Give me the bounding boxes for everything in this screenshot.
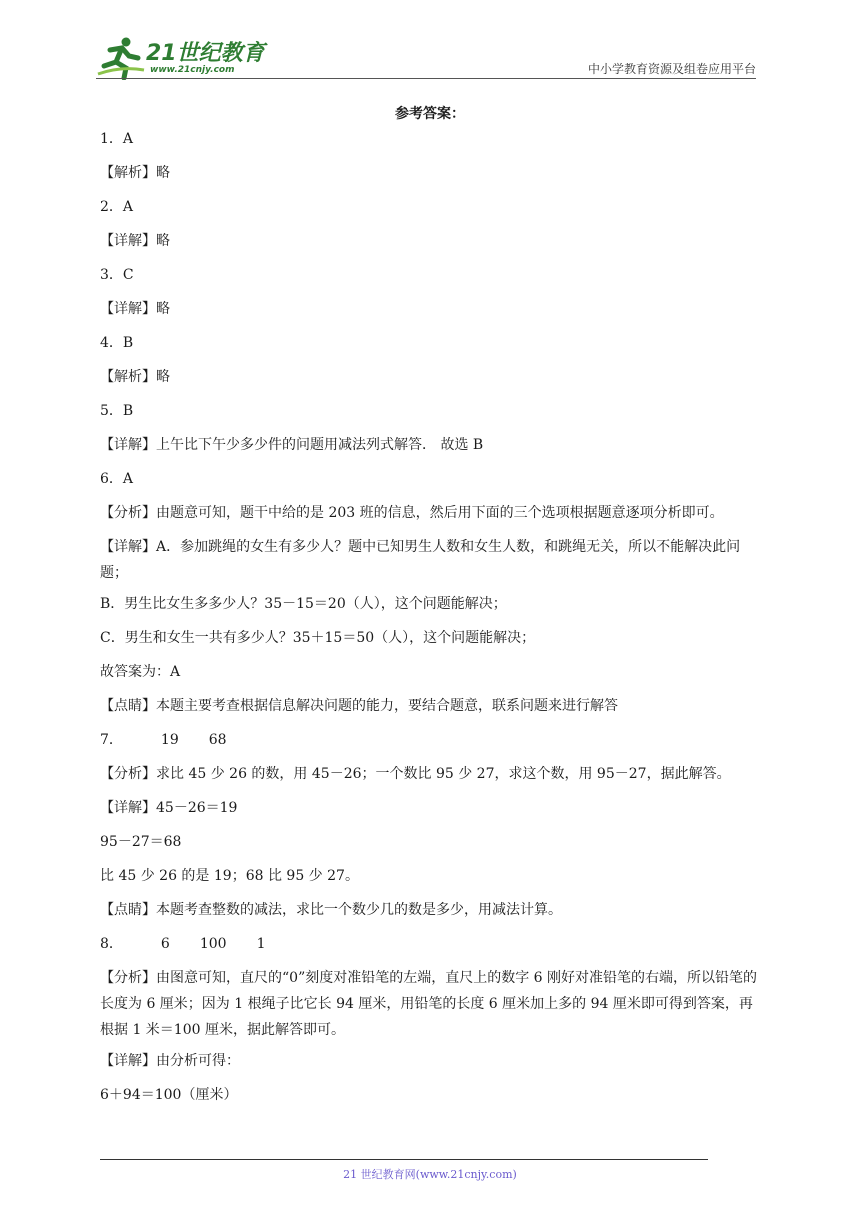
answer-line: B．男生比女生多多少人？35－15＝20（人），这个问题能解决； — [100, 596, 507, 612]
logo — [96, 36, 266, 80]
answer-line: 故答案为：A — [100, 664, 181, 680]
answer-value: 19 — [160, 732, 179, 748]
answer-line: 【分析】求比 45 少 26 的数，用 45－26；一个数比 95 少 27，求这个数，用 95－27，据此解答。 — [100, 766, 731, 782]
page-header — [0, 0, 860, 82]
answer-line: 【详解】45－26＝19 — [100, 800, 238, 816]
answer-line-8 — [100, 936, 762, 952]
answer-line: 【解析】略 — [100, 165, 170, 181]
answer-line: C．男生和女生一共有多少人？35＋15＝50（人），这个问题能解决； — [100, 630, 536, 646]
answer-line: 6．A — [100, 471, 134, 487]
page-title: 参考答案： — [395, 106, 465, 122]
answer-line: 4．B — [100, 335, 134, 351]
answer-paragraph: 【详解】A．参加跳绳的女生有多少人？题中已知男生人数和女生人数，和跳绳无关，所以不能解决此问题； — [100, 539, 741, 581]
answer-value: 68 — [208, 732, 227, 748]
logo-url: www.21cnjy.com — [150, 65, 235, 75]
answer-line: 【详解】由分析可得： — [100, 1053, 240, 1069]
footer-divider — [100, 1159, 708, 1160]
answer-line: 1．A — [100, 131, 134, 147]
answer-line: 5．B — [100, 403, 134, 419]
answer-value: 1 — [256, 936, 266, 952]
answer-line: 【解析】略 — [100, 369, 170, 385]
answer-line: 2．A — [100, 199, 134, 215]
answer-content — [100, 131, 762, 1121]
answer-value: 6 — [160, 936, 170, 952]
answer-line: 【详解】略 — [100, 301, 170, 317]
answer-line: 3．C — [100, 267, 134, 283]
question-number: 7． — [100, 732, 123, 748]
answer-paragraph: 【分析】由图意可知，直尺的“0”刻度对准铅笔的左端，直尺上的数字 6 刚好对准铅笔的右端，所以铅笔的长度为 6 厘米；因为 1 根绳子比它长 94 厘米，用铅笔的长度 6 厘米加上多的 94 厘米即可得到答案，再根据 1 米＝100 厘米，据此解答即可。 — [100, 970, 758, 1038]
header-divider — [96, 78, 756, 79]
answer-line: 【详解】略 — [100, 233, 170, 249]
runner-logo-icon — [96, 36, 146, 80]
answer-line: 95－27＝68 — [100, 834, 182, 850]
platform-name: 中小学教育资源及组卷应用平台 — [587, 62, 756, 76]
answer-line: 【点睛】本题考查整数的减法，求比一个数少几的数是多少，用减法计算。 — [100, 902, 562, 918]
answer-line: 比 45 少 26 的是 19；68 比 95 少 27。 — [100, 868, 359, 884]
answer-line: 【点睛】本题主要考查根据信息解决问题的能力，要结合题意，联系问题来进行解答 — [100, 698, 618, 714]
answer-line-7 — [100, 732, 762, 748]
answer-line: 【分析】由题意可知，题干中给的是 203 班的信息，然后用下面的三个选项根据题意逐项分析即可。 — [100, 505, 724, 521]
page-footer: 21 世纪教育网(www.21cnjy.com) — [343, 1168, 517, 1181]
answer-value: 100 — [199, 936, 227, 952]
logo-title: 21世纪教育 — [146, 41, 265, 66]
question-number: 8． — [100, 936, 123, 952]
answer-line: 6＋94＝100（厘米） — [100, 1087, 238, 1103]
answer-line: 【详解】上午比下午少多少件的问题用减法列式解答． 故选 B — [100, 437, 484, 453]
